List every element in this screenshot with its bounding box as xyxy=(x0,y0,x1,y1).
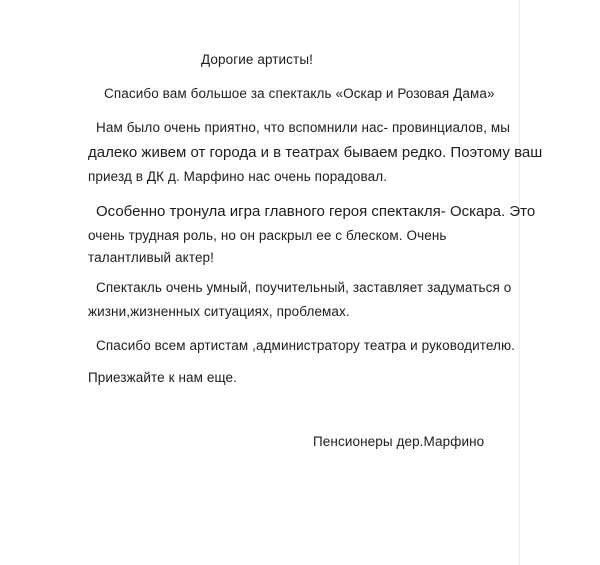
scan-artifact-line xyxy=(519,0,520,565)
paragraph2-line2: очень трудная роль, но он раскрыл ее с блеском. Очень xyxy=(88,228,447,243)
paragraph3-line2: жизни,жизненных ситуациях, проблемах. xyxy=(88,304,350,319)
paragraph5: Приезжайте к нам еще. xyxy=(88,370,237,385)
thanks-line: Спасибо вам большое за спектакль «Оскар и Розовая Дама» xyxy=(104,86,495,101)
paragraph1-line3: приезд в ДК д. Марфино нас очень порадовал. xyxy=(88,169,388,184)
paragraph3-line1: Спектакль очень умный, поучительный, заставляет задуматься о xyxy=(96,280,512,295)
paragraph1-line2: далеко живем от города и в театрах бываем редко. Поэтому ваш xyxy=(88,144,543,161)
signature: Пенсионеры дер.Марфино xyxy=(313,434,485,449)
paragraph2-line1: Особенно тронула игра главного героя спектакля- Оскара. Это xyxy=(96,203,536,220)
paragraph1-line1: Нам было очень приятно, что вспомнили нас- провинциалов, мы xyxy=(96,120,511,135)
greeting: Дорогие артисты! xyxy=(201,52,313,67)
paragraph2-line3: талантливый актер! xyxy=(88,250,215,265)
paragraph4: Спасибо всем артистам ,администратору театра и руководителю. xyxy=(96,338,516,353)
